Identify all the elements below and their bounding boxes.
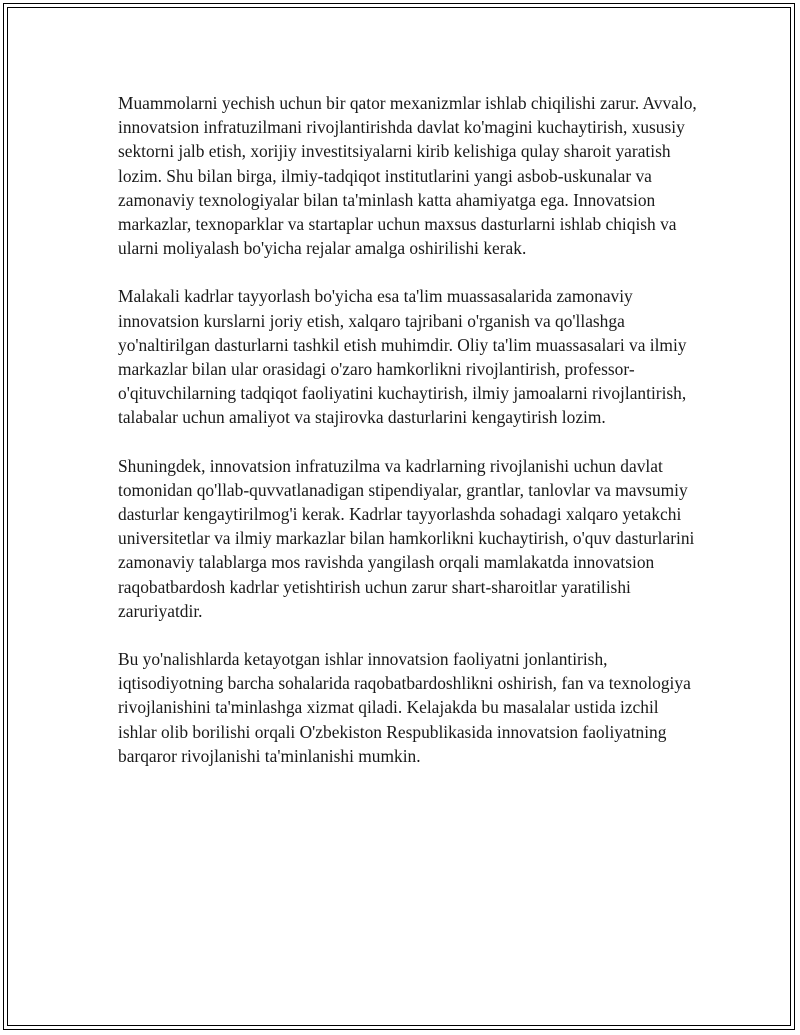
paragraph-conclusion: Bu yo'nalishlarda ketayotgan ishlar innovatsion faoliyatni jonlantirish, iqtisodiyotning barcha sohalarida raqobatbardoshlikni oshirish, fan va texnologiya rivojlanishini ta'minlashga xizmat qiladi. Kelajakda bu masalalar ustida izchil ishlar olib borilishi orqali O'zbekiston Respublikasida innovatsion faoliyatning barqaror rivojlanishi ta'minlanishi mumkin.: [118, 649, 691, 766]
document-body: [118, 91, 700, 792]
paragraph-state-support: Shuningdek, innovatsion infratuzilma va kadrlarning rivojlanishi uchun davlat tomonidan qo'llab-quvvatlanadigan stipendiyalar, grantlar, tanlovlar va mavsumiy dasturlar kengaytirilmog'i kerak. Kadrlar tayyorlashda sohadagi xalqaro yetakchi universitetlar va ilmiy markazlar bilan hamkorlikni kuchaytirish, o'quv dasturlarini zamonaviy talablarga mos ravishda yangilash orqali mamlakatda innovatsion raqobatbardosh kadrlar yetishtirish uchun zarur shart-sharoitlar yaratilishi zaruriyatdir.: [118, 455, 695, 621]
paragraph-mechanisms: Muammolarni yechish uchun bir qator mexanizmlar ishlab chiqilishi zarur. Avvalo, innovatsion infratuzilmani rivojlantirishda davlat ko'magini kuchaytirish, xususiy sektorni jalb etish, xorijiy investitsiyalarni kirib kelishiga qulay sharoit yaratish lozim. Shu bilan birga, ilmiy-tadqiqot institutlarini yangi asbob-uskunalar va zamonaviy texnologiyalar bilan ta'minlash katta ahamiyatga ega. Innovatsion markazlar, texnoparklar va startaplar uchun maxsus dasturlarni ishlab chiqish va ularni moliyalash bo'yicha rejalar amalga oshirilishi kerak.: [118, 93, 697, 259]
paragraph-qualified-personnel: Malakali kadrlar tayyorlash bo'yicha esa ta'lim muassasalarida zamonaviy innovatsion kurslarni joriy etish, xalqaro tajribani o'rganish va qo'llashga yo'naltirilgan dasturlarni tashkil etish muhimdir. Oliy ta'lim muassasalari va ilmiy markazlar bilan ular orasidagi o'zaro hamkorlikni rivojlantirish, professor-o'qituvchilarning tadqiqot faoliyatini kuchaytirish, ilmiy jamoalarni rivojlantirish, talabalar uchun amaliyot va stajirovka dasturlarini kengaytirish lozim.: [118, 286, 687, 428]
